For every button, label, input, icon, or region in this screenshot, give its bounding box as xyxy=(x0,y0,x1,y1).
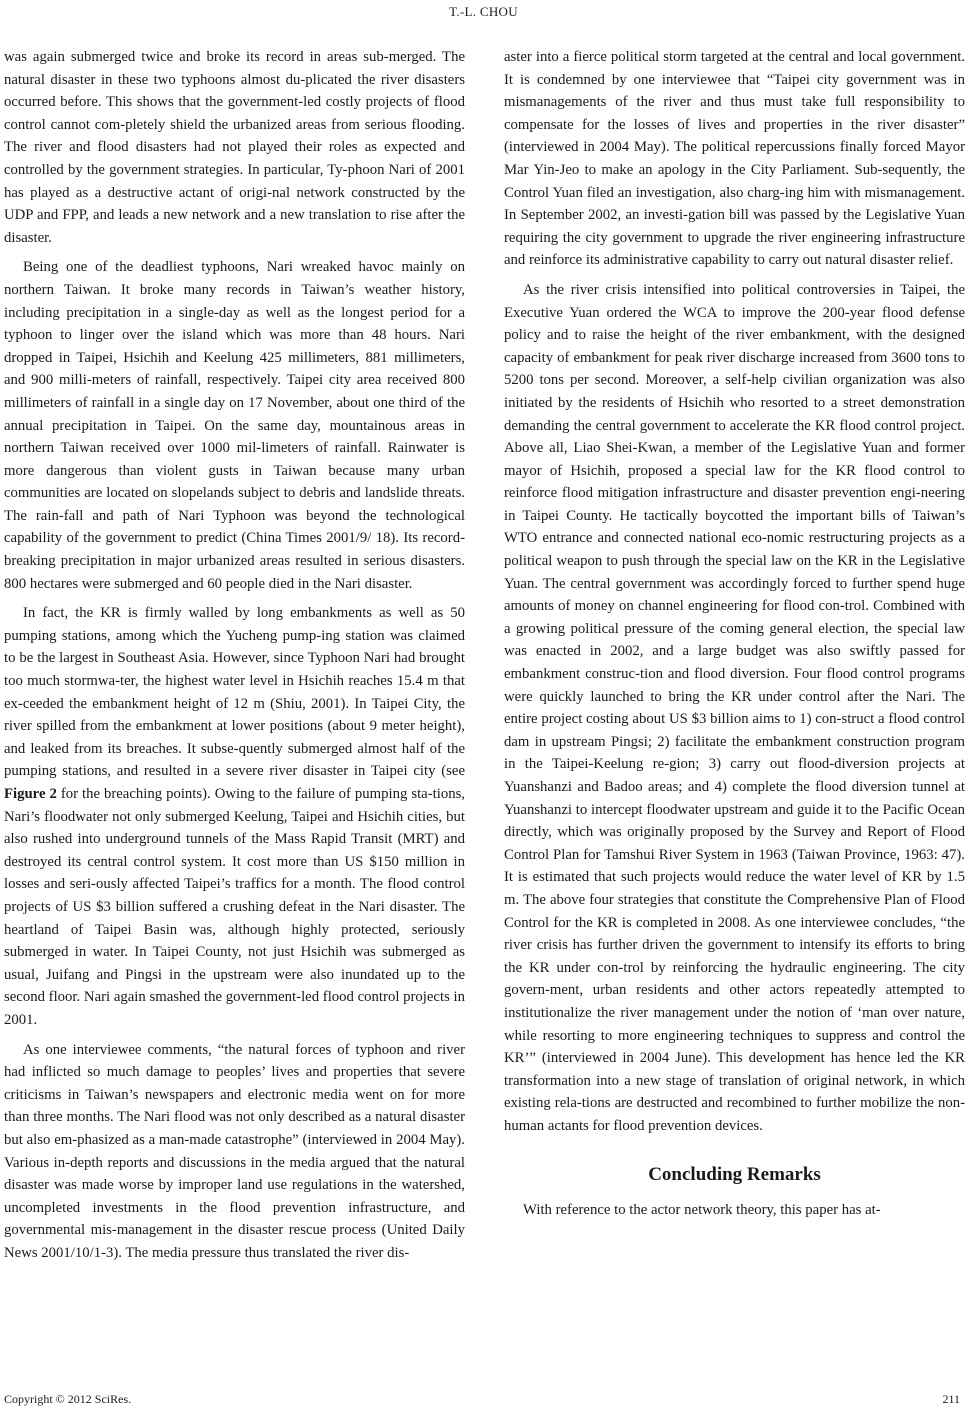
paragraph: aster into a fierce political storm targeted at the central and local government. It is condemned by one interviewee that “Taipei city government was in mismanagements of the river and thus must take full responsibility to compensate for the losses of lives and properties in the river disaster” (interviewed in 2004 May). The political repercussions finally forced Mayor Mar Yin-Jeo to make an apology in the City Parliament. Sub-sequently, the Control Yuan filed an investigation, also charg-ing him with mismanagement. In September 2002, an investi-gation bill was passed by the Legislative Yuan requiring the city government to upgrade the river engineering infrastructure and reinforce its administrative capability to carry out natural disaster relief. xyxy=(504,49,965,269)
paragraph xyxy=(4,602,465,1031)
paragraph: With reference to the actor network theory, this paper has at- xyxy=(523,1202,881,1219)
left-column xyxy=(4,46,465,1271)
paragraph: Being one of the deadliest typhoons, Nari wreaked havoc mainly on northern Taiwan. It broke many records in Taiwan’s weather history, including precipitation in a single-day as well as the longest period for a typhoon to linger over the island which was more than 48 hours. Nari dropped in Taipei, Hsichih and Keelung 425 millimeters, 881 millimeters, and 900 milli-meters of rainfall, respectively. Taipei city area received 800 millimeters of rainfall in a single day on 17 November, about one third of the annual precipitation in Taipei. On the same day, mountainous areas in northern Taiwan received over 1000 mil-limeters of rainfall. Rainwater is more dangerous than violent gusts in Taiwan because many urban communities are located on slopelands subject to debris and landslide threats. The rain-fall and path of Nari Typhoon was beyond the technological capability of the government to predict (China Times 2001/9/ 18). Its record-breaking precipitation in major urbanized areas resulted in serious disasters. 800 hectares were submerged and 60 people died in the Nari disaster. xyxy=(4,259,465,592)
section-heading: Concluding Remarks xyxy=(648,1163,821,1185)
paragraph-text: In fact, the KR is firmly walled by long embankments as well as 50 pumping stations, among which the Yucheng pump-ing station was claimed to be the largest in Southeast Asia. However, since Typhoon Nari had brought too much stormwa-ter, the highest water level in Hsichih reaches 15.4 m that ex-ceeded the embankment height of 12 m (Shiu, 2001). In Taipei City, the river spilled from the embankment at lower positions (about 9 meter height), and leaked from its breaches. It subse-quently submerged almost half of the pumping stations, and resulted in a severe river disaster in Taipei city (see xyxy=(4,605,465,780)
paragraph: As one interviewee comments, “the natural forces of typhoon and river had inflicted so much damage to peoples’ lives and properties that severe criticisms in Taiwan’s newspapers and electronic media went on for more than three months. The Nari flood was not only described as a natural disaster but also em-phasized as a man-made catastrophe” (interviewed in 2004 May). Various in-depth reports and discussions in the media argued that the natural disaster was made worse by improper land use regulations in the watershed, uncompleted investments in the flood prevention infrastructure, and governmental mis-management in the disaster rescue process (United Daily News 2001/10/1-3). The media pressure thus translated the river dis- xyxy=(4,1041,465,1261)
running-head: T.-L. CHOU xyxy=(449,4,518,19)
figure-reference-link[interactable]: Figure 2 xyxy=(4,786,57,802)
right-column xyxy=(504,46,965,1229)
copyright-notice: Copyright © 2012 SciRes. xyxy=(4,1392,132,1406)
page-number: 211 xyxy=(942,1392,960,1406)
paragraph: As the river crisis intensified into political controversies in Taipei, the Executive Yuan ordered the WCA to improve the 200-year flood defense policy and to raise the height of the river embankment, with the designed capacity of embankment for peak river discharge increased from 3600 tons to 5200 tons per second. Moreover, a self-help civilian organization was also initiated by the residents of Hsichih who resorted to a street demonstration demanding the central government to accelerate the KR flood control project. Above all, Liao Shei-Kwan, a member of the Legislative Yuan and former mayor of Hsichih, proposed a special law for the KR flood control to reinforce flood mitigation infrastructure and disaster prevention engi-neering in Taipei County. He tactically boycotted the important bills of Taiwan’s WTO entrance and connected national eco-nomic restructuring projects as a political weapon to push through the special law on the KR in the Legislative Yuan. The central government was accordingly forced to further spend huge amounts of money on channel engineering for flood con-trol. Combined with a growing political pressure of the coming general election, the special law was enacted in 2002, and a large budget was also swiftly passed for embankment construc-tion and flood diversion. Four flood control programs were quickly launched to bring the KR under control after the Nari. The entire project costing about US $3 billion aims to 1) con-struct a flood control dam in upstream Pingsi; 2) facilitate the embankment construction program in the Taipei-Keelung re-gion; 3) carry out flood-diversion projects at Yuanshanzi and Badoo areas; and 4) complete the flood diversion tunnel at Yuanshanzi to intercept floodwater upstream and guide it to the Pacific Ocean directly, which was originally proposed by the Survey and Report of Flood Control Plan for Tamshui River System in 1963 (Taiwan Province, 1963: 47). It is estimated that such projects would reduce the water level of KR by 1.5 m. The above four strategies that constitute the Comprehensive Plan of Flood Control for the KR is completed in 2008. As one interviewee concludes, “the river crisis has further driven the government to intensify its efforts to bring the KR under con-trol by reinforcing the hydraulic engineering. The city govern-ment, urban residents and other actors repeatedly attempted to institutionalize the river management under the notion of ‘man over nature, while resorting to more engineering techniques to suppress and control the KR’” (interviewed in 2004 June). This development has hence led the KR transformation into a new stage of translation of original network, in which existing rela-tions are destructed and recombined to further mobilize the non-human actants for flood prevention devices. xyxy=(504,281,965,1134)
paragraph-text: for the breaching points). Owing to the failure of pumping sta-tions, Nari’s floodwater not only submerged Keelung, Taipei and Hsichih cities, but also rushed into underground tunnels of the Mass Rapid Transit (MRT) and destroyed its central control system. It cost more than US $150 million in losses and seri-ously affected Taipei’s traffics for a month. The flood control projects of US $3 billion suffered a crushing defeat in the Nari disaster. The heartland of Taipei Basin was, although highly protected, seriously submerged in water. In Taipei County, not just Hsichih was submerged as usual, Juifang and Pingsi in the upstream were also inundated up to the second floor. Nari again smashed the government-led flood control projects in 2001. xyxy=(4,786,465,1028)
paragraph: was again submerged twice and broke its record in areas sub-merged. The natural disaster in these two typhoons almost du-plicated the river disasters occurred before. This shows that the government-led costly projects of flood control cannot com-pletely shield the urbanized areas from serious flooding. The river and flood disasters had not played their roles as expected and controlled by the government strategies. In particular, Ty-phoon Nari of 2001 has played as a destructive actant of origi-nal network constructed by the UDP and FPP, and leads a new network and a new translation to rise after the disaster. xyxy=(4,49,465,246)
